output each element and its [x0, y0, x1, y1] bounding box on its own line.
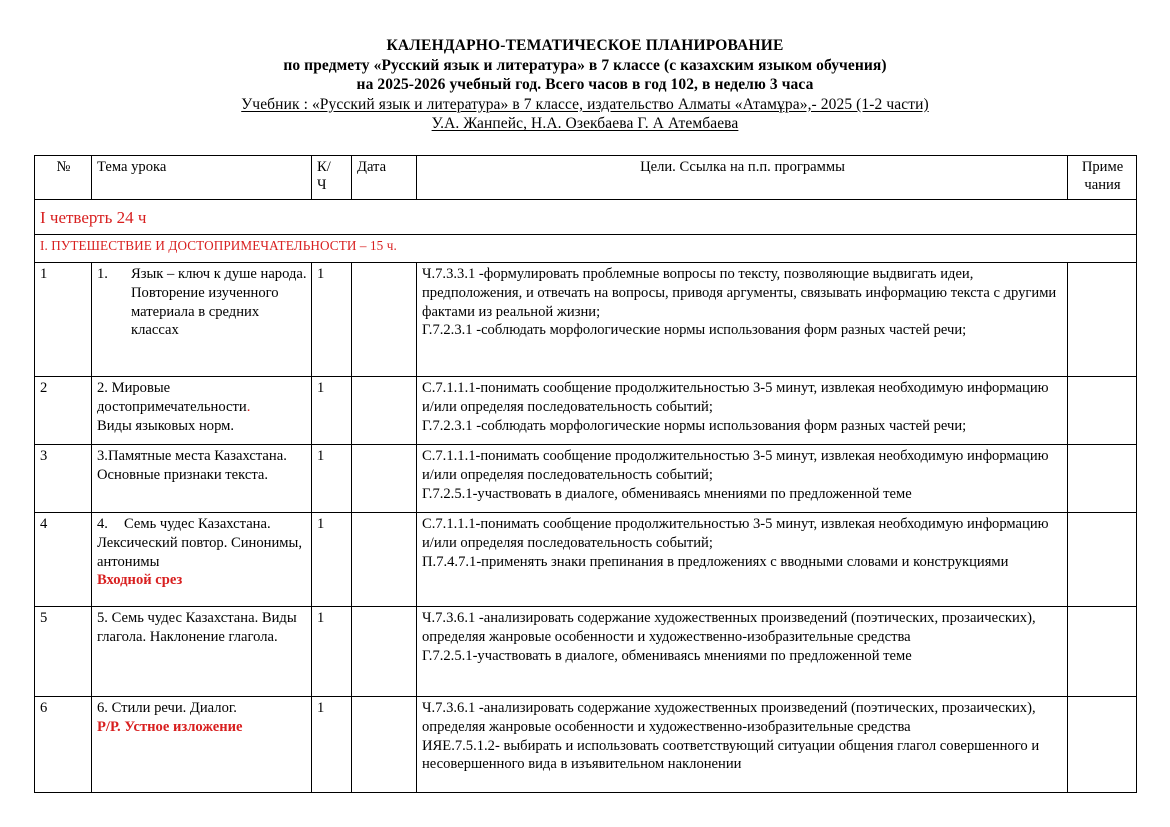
cell-number: 5	[35, 606, 92, 696]
document-year-hours-line: на 2025-2026 учебный год. Всего часов в год 102, в неделю 3 часа	[356, 76, 814, 94]
section-banner: I. ПУТЕШЕСТВИЕ И ДОСТОПРИМЕЧАТЕЛЬНОСТИ – 15 ч.	[35, 234, 1137, 262]
cell-goals	[417, 512, 1068, 606]
column-header-hours-line2: Ч	[317, 176, 327, 193]
theme-text-second-line: Виды языковых норм.	[97, 417, 235, 434]
theme-highlight: Р/Р. Устное изложение	[97, 718, 243, 735]
cell-theme	[92, 376, 312, 444]
table-head	[35, 155, 1137, 199]
goal-line: Г.7.2.3.1 -соблюдать морфологические нормы использования форм разных частей речи;	[422, 322, 967, 339]
theme-text: 6. Стили речи. Диалог.	[97, 699, 237, 716]
column-header-notes-line1: Приме	[1081, 158, 1124, 175]
table-row	[35, 606, 1137, 696]
cell-theme	[92, 444, 312, 512]
column-header-theme: Тема урока	[92, 155, 312, 199]
document-header	[0, 0, 1170, 134]
cell-notes	[1068, 696, 1137, 792]
cell-hours: 1	[312, 376, 352, 444]
quarter-banner-row	[35, 199, 1137, 234]
cell-hours: 1	[312, 262, 352, 376]
goal-line: С.7.1.1.1-понимать сообщение продолжительностью 3-5 минут, извлекая необходимую информацию и/или определяя последовательность событий;	[422, 515, 1049, 551]
cell-number: 1	[35, 262, 92, 376]
document-textbook-line: Учебник : «Русский язык и литература» в 7 классе, издательство Алматы «Атамұра»,- 2025 (1-2 части)	[241, 95, 929, 113]
column-header-number: №	[35, 155, 92, 199]
cell-goals	[417, 444, 1068, 512]
cell-number: 4	[35, 512, 92, 606]
cell-notes	[1068, 512, 1137, 606]
cell-theme	[92, 512, 312, 606]
column-header-goals: Цели. Ссылка на п.п. программы	[417, 155, 1068, 199]
cell-hours: 1	[312, 512, 352, 606]
theme-text: 2. Мировые достопримечательности	[97, 379, 247, 415]
theme-text: 3.Памятные места Казахстана. Основные признаки текста.	[97, 447, 287, 483]
cell-goals	[417, 262, 1068, 376]
cell-theme	[92, 696, 312, 792]
table-row	[35, 696, 1137, 792]
planning-table-wrapper	[34, 155, 1136, 793]
cell-hours: 1	[312, 696, 352, 792]
cell-date	[352, 606, 417, 696]
goal-line: С.7.1.1.1-понимать сообщение продолжительностью 3-5 минут, извлекая необходимую информацию и/или определяя последовательность событий;	[422, 379, 1049, 415]
column-header-notes-line2: чания	[1084, 176, 1121, 193]
goal-line: Г.7.2.5.1-участвовать в диалоге, обмениваясь мнениями по предложенной теме	[422, 647, 912, 664]
theme-text: Семь чудес Казахстана. Лексический повтор. Синонимы, антонимы	[97, 515, 302, 570]
cell-number: 3	[35, 444, 92, 512]
cell-notes	[1068, 444, 1137, 512]
cell-date	[352, 262, 417, 376]
cell-number: 2	[35, 376, 92, 444]
goal-line: Ч.7.3.6.1 -анализировать содержание художественных произведений (поэтических, прозаических), определяя жанровые особенности и художественно-изобразительные средства	[422, 609, 1036, 645]
column-header-date: Дата	[352, 155, 417, 199]
theme-highlight: Входной срез	[97, 572, 183, 589]
cell-date	[352, 512, 417, 606]
cell-number: 6	[35, 696, 92, 792]
table-row	[35, 444, 1137, 512]
goal-line: Г.7.2.3.1 -соблюдать морфологические нормы использования форм разных частей речи;	[422, 417, 967, 434]
table-row	[35, 512, 1137, 606]
theme-numbered-list	[97, 265, 307, 341]
cell-date	[352, 696, 417, 792]
list-item	[97, 265, 307, 341]
cell-theme	[92, 262, 312, 376]
cell-hours: 1	[312, 444, 352, 512]
cell-date	[352, 376, 417, 444]
cell-goals	[417, 696, 1068, 792]
table-body	[35, 199, 1137, 792]
table-header-row	[35, 155, 1137, 199]
cell-hours: 1	[312, 606, 352, 696]
goal-line: П.7.4.7.1-применять знаки препинания в предложениях с вводными словами и конструкциями	[422, 553, 1009, 570]
column-header-notes	[1068, 155, 1137, 199]
theme-red-dot: .	[246, 398, 251, 415]
planning-table	[34, 155, 1137, 793]
document-authors-line: У.А. Жанпейс, Н.А. Озекбаева Г. А Атембаева	[431, 115, 739, 133]
cell-goals	[417, 606, 1068, 696]
document-subject-line: по предмету «Русский язык и литература» в 7 классе (с казахским языком обучения)	[283, 56, 887, 74]
goal-line: Ч.7.3.3.1 -формулировать проблемные вопросы по тексту, позволяющие выдвигать идеи, предположения, и отвечать на вопросы, приводя аргументы, связывать информацию текста с другими фактами из реальной жизни;	[422, 265, 1057, 320]
goal-line: Г.7.2.5.1-участвовать в диалоге, обмениваясь мнениями по предложенной теме	[422, 485, 912, 502]
column-header-hours-line1: К/	[317, 158, 331, 175]
goal-line: С.7.1.1.1-понимать сообщение продолжительностью 3-5 минут, извлекая необходимую информацию и/или определяя последовательность событий;	[422, 447, 1049, 483]
table-row	[35, 376, 1137, 444]
document-title: КАЛЕНДАРНО-ТЕМАТИЧЕСКОЕ ПЛАНИРОВАНИЕ	[386, 37, 784, 54]
cell-date	[352, 444, 417, 512]
table-row	[35, 262, 1137, 376]
theme-text: 5. Семь чудес Казахстана. Виды глагола. Наклонение глагола.	[97, 609, 297, 645]
section-banner-row	[35, 234, 1137, 262]
theme-text: Язык – ключ к душе народа. Повторение изученного материала в средних классах	[131, 265, 307, 339]
quarter-banner: I четверть 24 ч	[35, 199, 1137, 234]
cell-theme	[92, 606, 312, 696]
list-marker: 1.	[97, 265, 108, 282]
goal-line: ИЯЕ.7.5.1.2- выбирать и использовать соответствующий ситуации общения глагол совершенного и несовершенного вида в изъявительном наклонении	[422, 737, 1040, 773]
cell-goals	[417, 376, 1068, 444]
cell-notes	[1068, 606, 1137, 696]
column-header-hours	[312, 155, 352, 199]
cell-notes	[1068, 376, 1137, 444]
list-marker: 4.	[97, 515, 108, 532]
goal-line: Ч.7.3.6.1 -анализировать содержание художественных произведений (поэтических, прозаических), определяя жанровые особенности и художественно-изобразительные средства	[422, 699, 1036, 735]
cell-notes	[1068, 262, 1137, 376]
